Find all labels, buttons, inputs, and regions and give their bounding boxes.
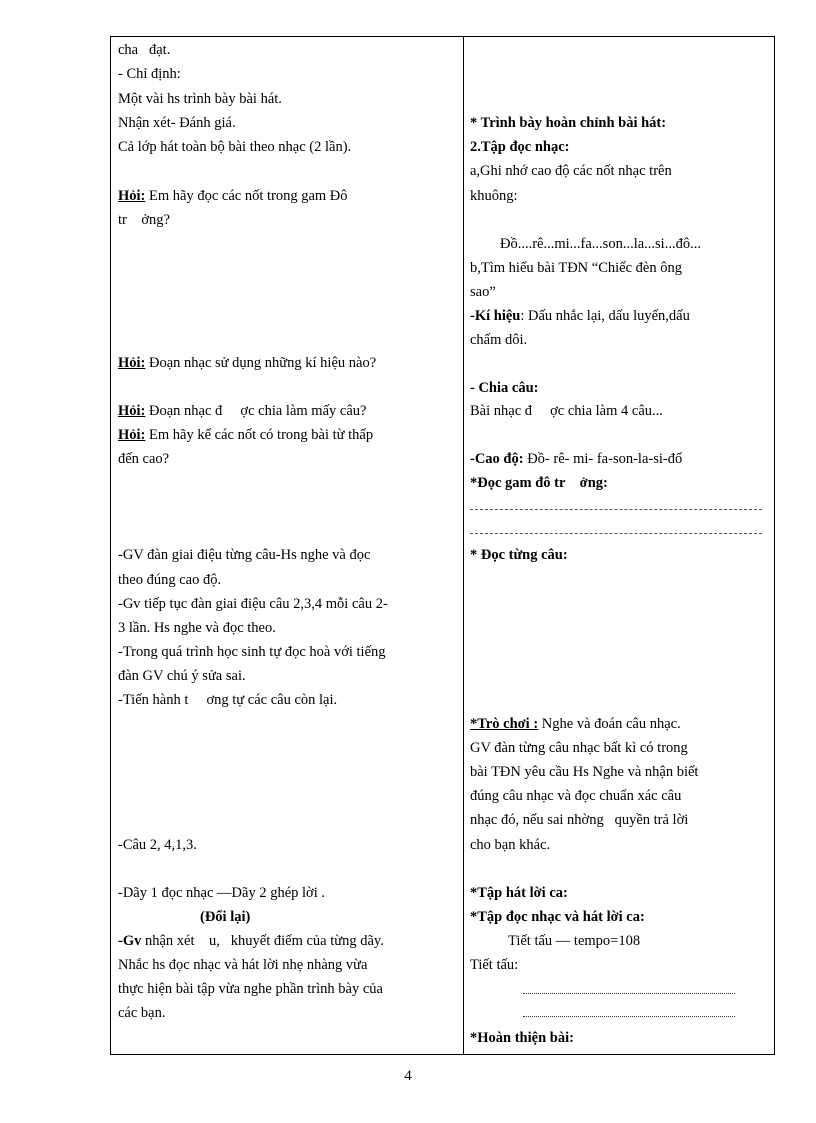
left-line: 3 lần. Hs nghe và đọc theo. bbox=[118, 620, 276, 636]
question-text: Em hãy đọc các nốt trong gam Đô bbox=[145, 188, 348, 204]
left-line: -Tiến hành t ơng tự các câu còn lại. bbox=[118, 692, 338, 708]
left-line: -Trong quá trình học sinh tự đọc hoà với tiếng bbox=[118, 644, 386, 660]
right-line: bài TĐN yêu cầu Hs Nghe và nhận biết bbox=[470, 764, 699, 780]
right-line: Bài nhạc đ ợc chia làm 4 câu... bbox=[470, 403, 663, 419]
left-line: đàn GV chú ý sửa sai. bbox=[118, 668, 246, 684]
teacher-label: -Gv bbox=[118, 933, 142, 949]
section-heading: - Chia câu: bbox=[470, 380, 539, 396]
question-label: Hỏi: bbox=[118, 427, 146, 443]
teacher-review bbox=[118, 931, 384, 951]
right-line: đúng câu nhạc và đọc chuẩn xác câu bbox=[470, 788, 682, 804]
section-heading: * Trình bày hoàn chỉnh bài hát: bbox=[470, 115, 667, 131]
page-number: 4 bbox=[404, 1068, 412, 1084]
dotted-rule bbox=[523, 1016, 735, 1017]
swap-note: (Đổi lại) bbox=[200, 909, 251, 925]
dashed-rule bbox=[470, 533, 762, 534]
left-line: -Dãy 1 đọc nhạc —Dãy 2 ghép lời . bbox=[118, 885, 325, 901]
right-line: b,Tìm hiểu bài TĐN “Chiếc đèn ông bbox=[470, 260, 682, 276]
left-line: cha đạt. bbox=[118, 42, 171, 58]
question-label: Hỏi: bbox=[118, 355, 146, 371]
question-4 bbox=[118, 425, 373, 445]
question-1 bbox=[118, 186, 348, 206]
left-line: tr ởng? bbox=[118, 212, 170, 228]
section-heading: *Hoàn thiện bài: bbox=[470, 1030, 574, 1046]
left-line: các bạn. bbox=[118, 1005, 166, 1021]
game-text: Nghe và đoán câu nhạc. bbox=[538, 716, 681, 732]
teacher-text: nhận xét u, khuyết điểm của từng dãy. bbox=[141, 933, 384, 949]
symbols-line bbox=[470, 306, 690, 326]
right-line: GV đàn từng câu nhạc bất kì có trong bbox=[470, 740, 688, 756]
right-line: cho bạn khác. bbox=[470, 837, 551, 853]
left-line: - Chỉ định: bbox=[118, 66, 181, 82]
dotted-rule bbox=[523, 993, 735, 994]
left-line: -Gv tiếp tục đàn giai điệu câu 2,3,4 mỗi câu 2- bbox=[118, 596, 388, 612]
dashed-rule bbox=[470, 509, 762, 510]
question-text: Em hãy kể các nốt có trong bài từ thấp bbox=[145, 427, 374, 443]
question-3 bbox=[118, 401, 366, 421]
left-line: Cả lớp hát toàn bộ bài theo nhạc (2 lần). bbox=[118, 139, 352, 155]
note-sequence: Đồ....rê...mi...fa...son...la...si...đô... bbox=[500, 236, 701, 252]
question-label: Hỏi: bbox=[118, 403, 146, 419]
right-line: nhạc đó, nếu sai nhờng quyền trả lời bbox=[470, 812, 689, 828]
right-line: khuông: bbox=[470, 188, 518, 204]
left-line: Một vài hs trình bày bài hát. bbox=[118, 91, 282, 107]
right-line: Tiết tấu: bbox=[470, 957, 519, 973]
question-text: Đoạn nhạc đ ợc chia làm mấy câu? bbox=[145, 403, 367, 419]
left-line: thực hiện bài tập vừa nghe phần trình bày của bbox=[118, 981, 383, 997]
pitch-line bbox=[470, 449, 682, 469]
question-text: Đoạn nhạc sử dụng những kí hiệu nào? bbox=[145, 355, 377, 371]
left-line: theo đúng cao độ. bbox=[118, 572, 222, 588]
left-line: Nhận xét- Đánh giá. bbox=[118, 115, 236, 131]
right-line: a,Ghi nhớ cao độ các nốt nhạc trên bbox=[470, 163, 672, 179]
game-line bbox=[470, 714, 681, 734]
section-heading: * Đọc từng câu: bbox=[470, 547, 568, 563]
tempo-line: Tiết tấu — tempo=108 bbox=[508, 933, 641, 949]
section-heading: 2.Tập đọc nhạc: bbox=[470, 139, 570, 155]
pitch-label: -Cao độ: bbox=[470, 451, 524, 467]
game-label: *Trò chơi : bbox=[470, 716, 539, 732]
column-divider bbox=[463, 36, 464, 1055]
section-heading: *Tập đọc nhạc và hát lời ca: bbox=[470, 909, 645, 925]
left-line: đến cao? bbox=[118, 451, 170, 467]
left-line: -GV đàn giai điệu từng câu-Hs nghe và đọc bbox=[118, 547, 371, 563]
symbols-label: -Kí hiệu bbox=[470, 308, 521, 324]
question-2 bbox=[118, 353, 376, 373]
left-line: -Câu 2, 4,1,3. bbox=[118, 837, 197, 853]
symbols-text: : Dấu nhắc lại, dấu luyến,dấu bbox=[520, 308, 690, 324]
section-heading: *Đọc gam đô tr ởng: bbox=[470, 475, 608, 491]
right-line: chấm dôi. bbox=[470, 332, 528, 348]
section-heading: *Tập hát lời ca: bbox=[470, 885, 568, 901]
left-line: Nhắc hs đọc nhạc và hát lời nhẹ nhàng vừa bbox=[118, 957, 368, 973]
pitch-text: Đồ- rê- mi- fa-son-la-si-đố bbox=[523, 451, 683, 467]
question-label: Hỏi: bbox=[118, 188, 146, 204]
right-line: sao” bbox=[470, 284, 496, 300]
